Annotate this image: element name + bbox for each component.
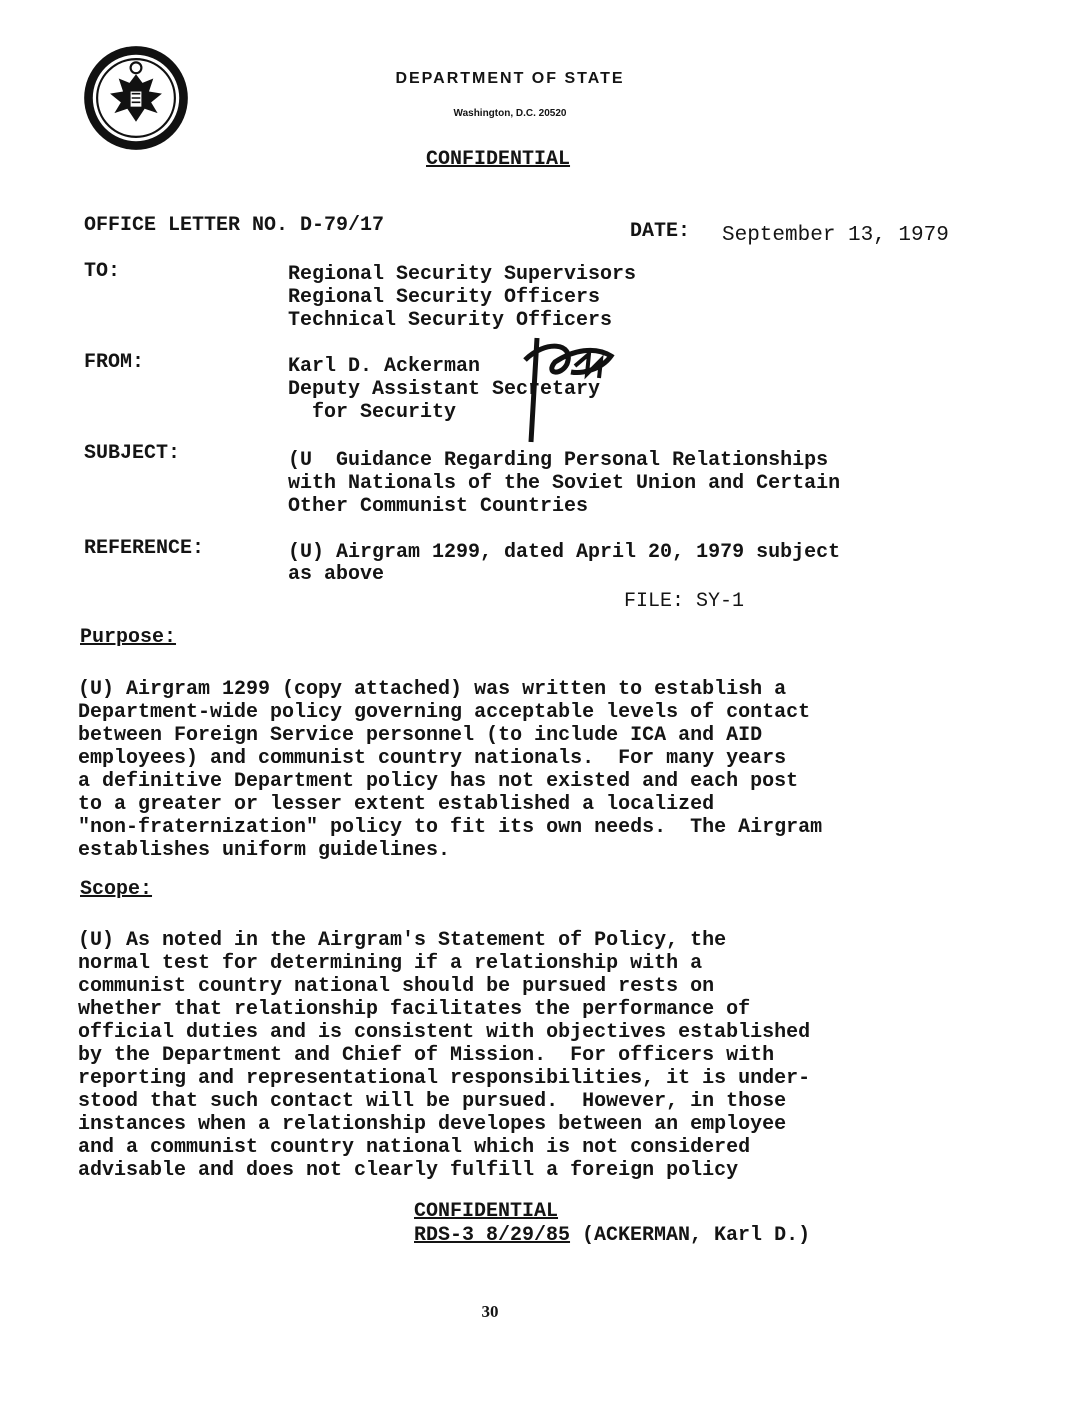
declassification-line — [414, 1224, 810, 1247]
to-line-2: Regional Security Officers — [288, 286, 601, 309]
department-address: Washington, D.C. 20520 — [453, 108, 567, 119]
from-line-3: for Security — [288, 401, 457, 424]
reference-line-1: (U) Airgram 1299, dated April 20, 1979 subject — [288, 541, 841, 564]
scope-line-6: by the Department and Chief of Mission. For officers with — [78, 1044, 775, 1067]
purpose-heading: Purpose: — [80, 626, 177, 649]
to-label: TO: — [84, 260, 121, 283]
scope-line-5: official duties and is consistent with objectives established — [78, 1021, 811, 1044]
reference-label: REFERENCE: — [84, 537, 205, 560]
purpose-line-8: establishes uniform guidelines. — [78, 839, 451, 862]
from-line-1: Karl D. Ackerman — [288, 355, 481, 378]
page-number: 30 — [481, 1302, 499, 1321]
to-line-1: Regional Security Supervisors — [288, 263, 637, 286]
rds-code: RDS-3 8/29/85 — [414, 1224, 571, 1247]
department-name: DEPARTMENT OF STATE — [395, 70, 625, 87]
from-label: FROM: — [84, 351, 145, 374]
purpose-line-2: Department-wide policy governing acceptable levels of contact — [78, 701, 811, 724]
signature-icon — [515, 330, 625, 445]
purpose-line-1: (U) Airgram 1299 (copy attached) was written to establish a — [78, 678, 787, 701]
scope-line-1: (U) As noted in the Airgram's Statement of Policy, the — [78, 929, 727, 952]
scope-line-10: and a communist country national which is not considered — [78, 1136, 751, 1159]
reference-line-2: as above — [288, 563, 385, 586]
scope-heading: Scope: — [80, 878, 153, 901]
subject-line-1: (U Guidance Regarding Personal Relationships — [288, 449, 829, 472]
classification-top: CONFIDENTIAL — [426, 148, 571, 171]
file-number: FILE: SY-1 — [624, 590, 745, 613]
scope-line-4: whether that relationship facilitates the performance of — [78, 998, 751, 1021]
subject-label: SUBJECT: — [84, 442, 181, 465]
subject-line-3: Other Communist Countries — [288, 495, 589, 518]
purpose-line-7: "non-fraternization" policy to fit its own needs. The Airgram — [78, 816, 823, 839]
scope-line-2: normal test for determining if a relationship with a — [78, 952, 703, 975]
scope-line-8: stood that such contact will be pursued. However, in those — [78, 1090, 787, 1113]
scope-line-11: advisable and does not clearly fulfill a foreign policy — [78, 1159, 739, 1182]
department-seal-icon — [82, 44, 190, 152]
subject-line-2: with Nationals of the Soviet Union and Certain — [288, 472, 841, 495]
scope-line-7: reporting and representational responsibilities, it is under- — [78, 1067, 811, 1090]
date-label: DATE: — [630, 220, 691, 243]
to-line-3: Technical Security Officers — [288, 309, 613, 332]
purpose-line-5: a definitive Department policy has not existed and each post — [78, 770, 799, 793]
classification-bottom: CONFIDENTIAL — [414, 1200, 559, 1223]
office-letter-number: OFFICE LETTER NO. D-79/17 — [84, 214, 385, 237]
scope-line-9: instances when a relationship developes between an employee — [78, 1113, 787, 1136]
purpose-line-3: between Foreign Service personnel (to include ICA and AID — [78, 724, 763, 747]
from-line-2: Deputy Assistant Secretary — [288, 378, 601, 401]
date-value: September 13, 1979 — [722, 224, 949, 247]
scope-line-3: communist country national should be pursued rests on — [78, 975, 715, 998]
purpose-line-6: to a greater or lesser extent established a localized — [78, 793, 715, 816]
purpose-line-4: employees) and communist country nationals. For many years — [78, 747, 787, 770]
rds-name: (ACKERMAN, Karl D.) — [570, 1224, 811, 1247]
